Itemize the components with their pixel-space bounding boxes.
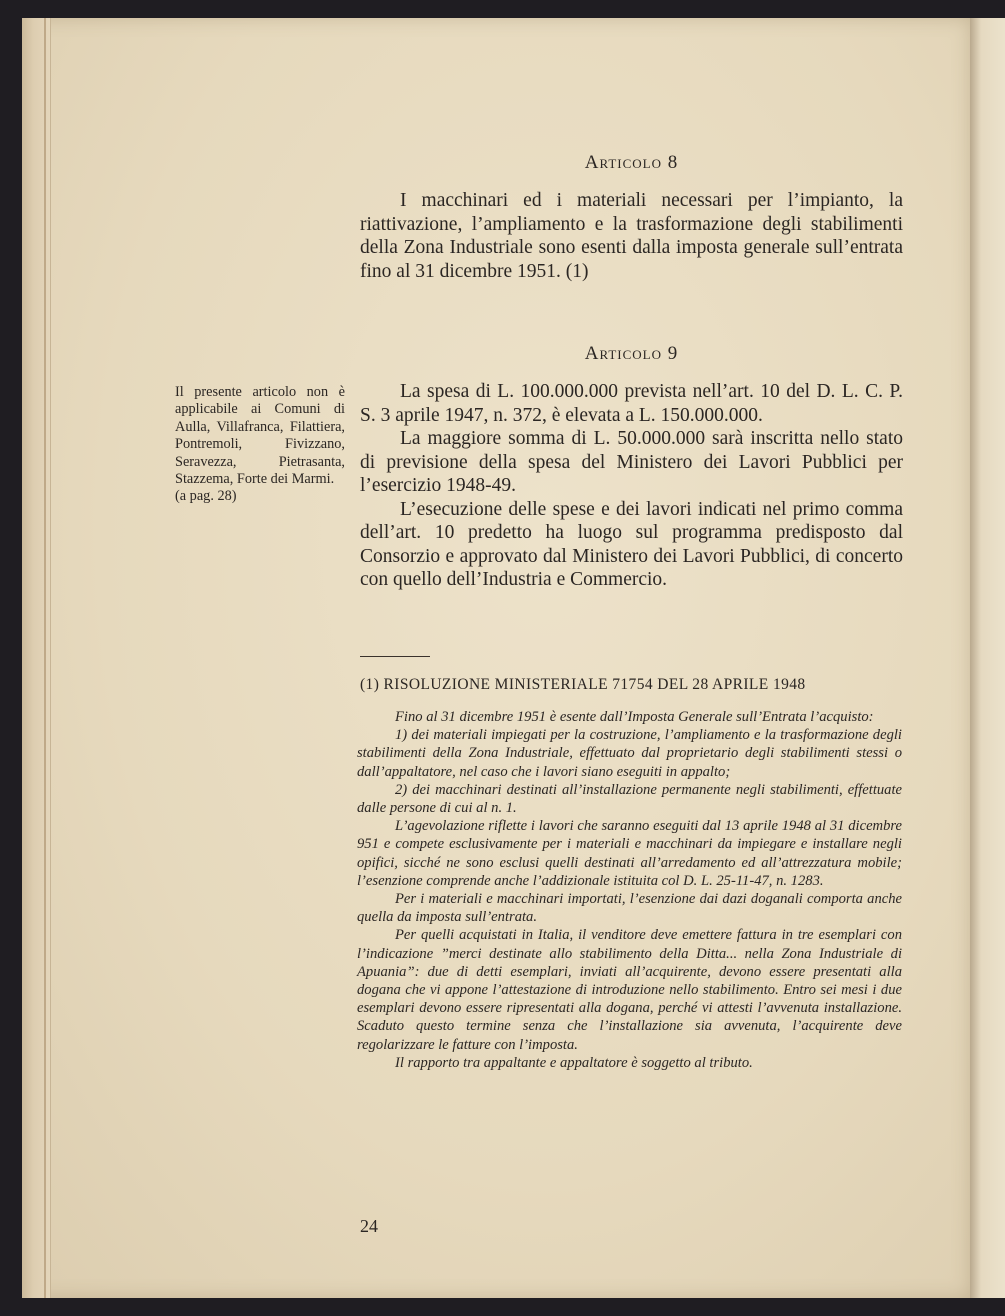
footnote-paragraph: Per quelli acquistati in Italia, il venditore deve emettere fattura in tre esemplari con l’indicazione ”merci destinate allo stabilimento della Ditta... nella Zona Industriale di Apuania”: due di detti esemplari, inviati all’acquirente, devono essere presentati alla dogana che vi appone l’attestazione di introduzione nello stabilimento. Entro sei mesi i due esemplari devono essere ripresentati alla dogana, perché vi attesti l’avvenuta installazione. Scaduto questo termine senza che l’installazione sia avvenuta, l’acquirente deve regolarizzare le fatture con l’imposta. bbox=[357, 927, 902, 1053]
footnote-paragraph: Fino al 31 dicembre 1951 è esente dall’Imposta Generale sull’Entrata l’acquisto: bbox=[395, 709, 874, 725]
footnote-body bbox=[357, 708, 902, 1072]
footnote-separator bbox=[360, 656, 430, 657]
article-9-heading: Articolo 9 bbox=[584, 343, 679, 364]
article-9-paragraph-3: L’esecuzione delle spese e dei lavori indicati nel primo comma dell’art. 10 predetto ha luogo sul programma predisposto dal Consorzio e approvato dal Ministero dei Lavori Pubblici, di concerto con quello dell’Industria e Commercio. bbox=[360, 498, 903, 590]
facing-page-edge bbox=[968, 18, 1005, 1298]
article-8-paragraph: I macchinari ed i materiali necessari per l’impianto, la riattivazione, l’ampliamento e la trasformazione degli stabilimenti della Zona Industriale sono esenti dalla imposta generale sull’entrata fino al 31 dicembre 1951. (1) bbox=[360, 190, 903, 282]
footnote-paragraph: 2) dei macchinari destinati all’installazione permanente negli stabilimenti, effettuate dalle persone di cui al n. 1. bbox=[357, 781, 902, 817]
page-number: 24 bbox=[360, 1216, 378, 1236]
footnote-heading: (1) RISOLUZIONE MINISTERIALE 71754 DEL 28 APRILE 1948 bbox=[360, 676, 806, 693]
page-gutter bbox=[22, 18, 51, 1298]
margin-note bbox=[175, 384, 345, 506]
article-9-body bbox=[360, 380, 903, 592]
article-9-paragraph-2: La maggiore somma di L. 50.000.000 sarà inscritta nello stato di previsione della spesa del Ministero dei Lavori Pubblici per l’esercizio 1948-49. bbox=[360, 428, 903, 496]
footnote-paragraph: Il rapporto tra appaltante e appaltatore è soggetto al tributo. bbox=[395, 1054, 753, 1071]
article-8-body bbox=[360, 189, 903, 283]
margin-note-reference: (a pag. 28) bbox=[175, 488, 237, 505]
footnote-paragraph: Per i materiali e macchinari importati, l’esenzione dai dazi doganali comporta anche quella da imposta sull’entrata. bbox=[357, 891, 902, 926]
footnote-paragraph: L’agevolazione riflette i lavori che saranno eseguiti dal 13 aprile 1948 al 31 dicembre 951 e compete esclusivamente per i materiali e macchinari da impiegare e installare negli opifici, sicché ne sono esclusi quelli destinati all’arredamento ed all’attrezzatura mobile; l’esenzione comprende anche l’addizionale istituita col D. L. 25-11-47, n. 1283. bbox=[357, 818, 902, 889]
article-8-heading: Articolo 8 bbox=[584, 152, 679, 173]
article-9-paragraph-1: La spesa di L. 100.000.000 prevista nell’art. 10 del D. L. C. P. S. 3 aprile 1947, n. 372, è elevata a L. 150.000.000. bbox=[360, 381, 903, 426]
margin-note-text: Il presente articolo non è applicabile ai Comuni di Aulla, Villafranca, Filattiera, Pontremoli, Fivizzano, Seravezza, Pietrasanta, Stazzema, Forte dei Marmi. bbox=[175, 384, 345, 488]
footnote-paragraph: 1) dei materiali impiegati per la costruzione, l’ampliamento e la trasformazione degli stabilimenti della Zona Industriale, effettuato dal proprietario degli stabilimenti stessi o dall’appaltatore, nel caso che i lavori siano eseguiti in appalto; bbox=[357, 727, 902, 780]
